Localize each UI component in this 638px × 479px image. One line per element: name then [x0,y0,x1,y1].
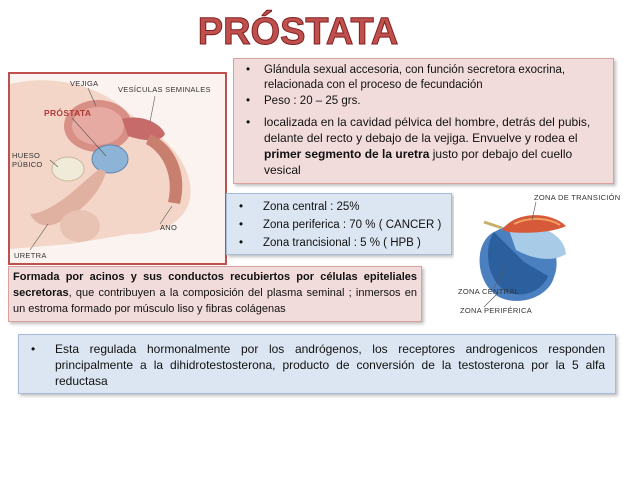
label-prostata: PRÓSTATA [44,108,92,118]
label-vejiga: VEJIGA [70,79,99,88]
zone-transicional-item: • Zona trancisional : 5 % ( HPB ) [231,234,447,252]
info-item-peso: • Peso : 20 – 25 grs. [238,94,605,109]
zone-central-item: • Zona central : 25% [231,198,447,216]
hormonal-item: • Esta regulada hormonalmente por los andrógenos, los receptores androgenicos responden principalmente a la dihidrotestosterona, producto de conversión de la testosterona por la 5 alfa reductasa [23,341,605,389]
label-vesiculas: VESÍCULAS SEMINALES [118,85,211,94]
zones-box [226,193,452,255]
label-uretra: URETRA [14,251,47,260]
acinos-text-rest: , que contribuyen a la composición del plasma seminal ; inmersos en un estroma formado por músculo liso y fibras colágenas [13,287,417,315]
localizacion-text-bold: primer segmento de la uretra [264,146,430,161]
prostate-zones-illustration [454,192,632,317]
label-ano: ANO [160,223,178,232]
localizacion-text-c: justo por debajo del cuello vesical [264,146,573,177]
label-zona-periferica: ZONA PERIFÉRICA [460,306,533,315]
info-box-general [233,58,614,184]
page-title [197,8,399,53]
label-pubico: PÚBICO [12,160,43,169]
label-hueso: HUESO [12,151,41,160]
label-zona-central: ZONA CENTRAL [458,287,520,296]
acinos-text-bold: Formada por acinos y sus conductos recubiertos por células epiteliales secretoras [13,271,417,299]
info-item-glandula: • Glándula sexual accesoria, con función secretora exocrina, relacionada con el proceso de fecundación [238,63,605,92]
hormonal-list [23,341,605,389]
zone-periferica-item: • Zona periferica : 70 % ( CANCER ) [231,216,447,234]
prostate-anatomy-illustration [8,72,227,265]
info-box-hormonal [18,334,616,394]
info-box-acinos [8,266,422,322]
zones-list [231,198,447,252]
page-title-text: PRÓSTATA [197,11,399,53]
localizacion-text-a: localizada en la cavidad pélvica del hombre, detrás del pubis, delante del recto y debajo de la vejiga. Envuelve y rodea el [264,114,591,145]
info-list-general [238,63,605,178]
label-zona-transicion: ZONA DE TRANSICIÓN [534,193,621,202]
info-item-localizacion [238,114,605,178]
